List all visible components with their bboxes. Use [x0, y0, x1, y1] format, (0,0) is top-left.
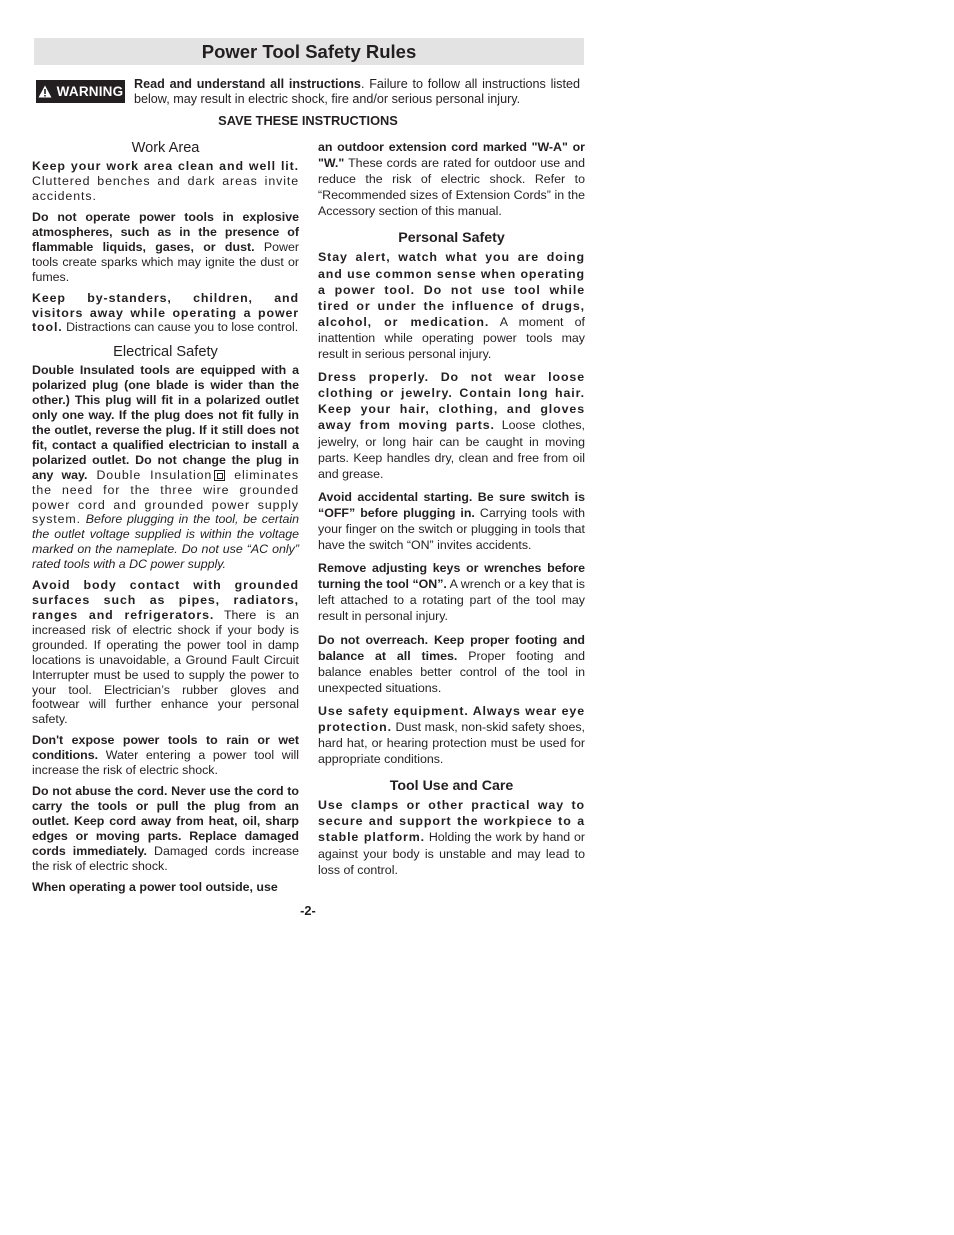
paragraph: an outdoor extension cord marked "W-A" or "W." These cords are rated for outdoor use and reduce the risk of electric shock. Refer to “Recommended sizes of Extension Cords” in the Accessory section of this manual.: [318, 140, 585, 219]
save-instructions: SAVE THESE INSTRUCTIONS: [218, 113, 398, 128]
right-column: [318, 139, 585, 885]
warning-text: [134, 77, 580, 106]
paragraph: Avoid body contact with grounded surfaces such as pipes, radiators, ranges and refrigerators. There is an increased risk of electric shock if your body is grounded. If operating the power tool in damp locations is unavoidable, a Ground Fault Circuit Interrupter must be used to supply the power to your tool. Electrician’s rubber gloves and footwear will further enhance your personal safety.: [32, 578, 299, 727]
paragraph: Double Insulated tools are equipped with a polarized plug (one blade is wider than the other.) This plug will fit in a polarized outlet only one way. If the plug does not fit fully in the outlet, reverse the plug. If it still does not fit, contact a qualified electrician to install a polarized outlet. Do not change the plug in any way. Double Insulation eliminates the need for the three wire grounded power cord and grounded power supply system. Before plugging in the tool, be certain the outlet voltage supplied is within the voltage marked on the nameplate. Do not use “AC only” rated tools with a DC power supply.: [32, 363, 299, 572]
page-title: Power Tool Safety Rules: [34, 38, 584, 65]
left-column: [32, 139, 299, 901]
section-heading-electrical-safety: Electrical Safety: [113, 344, 218, 361]
paragraph: When operating a power tool outside, use: [32, 880, 278, 894]
warning-badge-label: WARNING: [56, 84, 124, 99]
section-heading-work-area: Work Area: [131, 140, 200, 156]
section-heading-personal-safety: Personal Safety: [398, 230, 505, 247]
paragraph: Do not abuse the cord. Never use the cord to carry the tools or pull the plug from an outlet. Keep cord away from heat, oil, sharp edges or moving parts. Replace damaged cords immediately. Damaged cords increase the risk of electric shock.: [32, 784, 300, 873]
paragraph: Do not overreach. Keep proper footing and balance at all times. Proper footing and balance enables better control of the tool in unexpected situations.: [318, 632, 585, 695]
paragraph: Keep your work area clean and well lit. Cluttered benches and dark areas invite accidents.: [32, 159, 299, 203]
paragraph: Keep by-standers, children, and visitors away while operating a power tool. Distractions can cause you to lose control.: [32, 290, 299, 335]
paragraph: Use clamps or other practical way to secure and support the workpiece to a stable platform. Holding the work by hand or against your body is unstable and may lead to loss of control.: [318, 798, 585, 877]
paragraph: Remove adjusting keys or wrenches before turning the tool “ON”. A wrench or a key that is left attached to a rotating part of the tool may result in personal injury.: [318, 561, 585, 624]
warning-body: . Failure to follow all instructions listed below, may result in electric shock, fire and/or serious personal injury.: [134, 77, 580, 106]
double-insulation-icon: [214, 470, 225, 481]
page-number: -2-: [300, 903, 316, 918]
warning-lead: Read and understand all instructions: [134, 77, 361, 91]
paragraph: Avoid accidental starting. Be sure switch is “OFF” before plugging in. Carrying tools with your finger on the switch or plugging in tools that have the switch “ON” invites accidents.: [318, 489, 585, 553]
warning-triangle-icon: [38, 85, 52, 98]
warning-badge: [36, 80, 125, 103]
paragraph: Do not operate power tools in explosive atmospheres, such as in the presence of flammable liquids, gases, or dust. Power tools create sparks which may ignite the dust or fumes.: [32, 209, 299, 284]
section-heading-tool-use: Tool Use and Care: [389, 778, 514, 795]
paragraph: Dress properly. Do not wear loose clothing or jewelry. Contain long hair. Keep your hair, clothing, and gloves away from moving parts. Loose clothes, jewelry, or long hair can be caught in moving parts. Keep handles dry, clean and free from oil and grease.: [318, 370, 585, 481]
paragraph: Stay alert, watch what you are doing and use common sense when operating a power tool. Do not use tool while tired or under the influence of drugs, alcohol, or medication. A moment of inattention while operating power tools may result in serious personal injury.: [318, 250, 585, 362]
paragraph: Don't expose power tools to rain or wet conditions. Water entering a power tool will increase the risk of electric shock.: [32, 733, 299, 778]
paragraph: Use safety equipment. Always wear eye protection. Dust mask, non-skid safety shoes, hard hat, or hearing protection must be used for appropriate conditions.: [318, 703, 585, 767]
